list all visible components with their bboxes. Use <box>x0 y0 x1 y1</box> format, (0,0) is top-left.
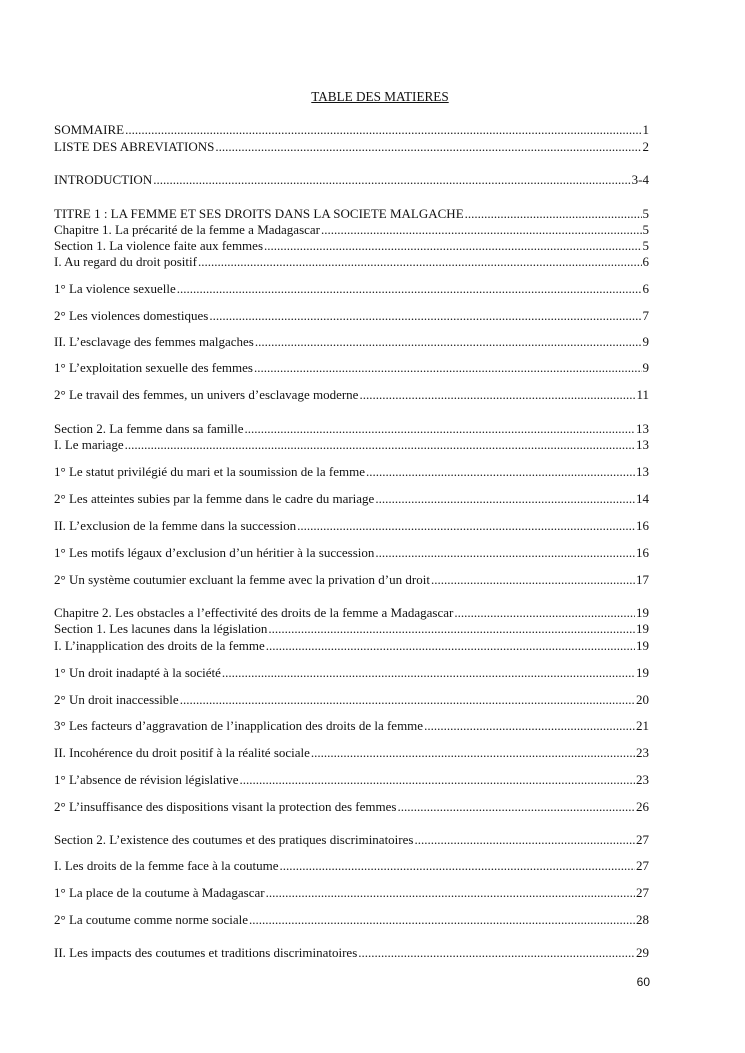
toc-entry-page: 20 <box>636 692 649 707</box>
toc-entry-label: SOMMAIRE <box>54 122 125 137</box>
dot-leader <box>249 912 635 928</box>
toc-entry-page: 14 <box>636 491 649 506</box>
toc-entry-label: Section 2. La femme dans sa famille <box>54 421 244 436</box>
toc-entry-page: 6 <box>642 254 649 269</box>
toc-entry-page: 13 <box>636 437 649 452</box>
toc-entry-label: 2° Un système coutumier excluant la femme avec la privation d’un droit <box>54 572 430 587</box>
toc-entry <box>54 464 649 480</box>
toc-entry-page: 2 <box>642 139 649 154</box>
dot-leader <box>264 238 641 254</box>
toc-entry-page: 13 <box>636 464 649 479</box>
dot-leader <box>311 745 635 761</box>
toc-entry-page: 28 <box>636 912 649 927</box>
dot-leader <box>397 799 635 815</box>
toc-entry <box>54 718 649 734</box>
toc-entry <box>54 605 649 621</box>
dot-leader <box>359 387 635 403</box>
toc-entry <box>54 491 649 507</box>
toc-entry-page: 17 <box>636 572 649 587</box>
toc-entry-label: 2° Les violences domestiques <box>54 308 209 323</box>
toc-entry <box>54 122 649 138</box>
toc-entry <box>54 885 649 901</box>
toc-entry-label: 1° Le statut privilégié du mari et la soumission de la femme <box>54 464 365 479</box>
dot-leader <box>297 518 635 534</box>
toc-entry-label: Section 1. Les lacunes dans la législation <box>54 621 268 636</box>
toc-entry <box>54 254 649 270</box>
toc-entry <box>54 745 649 761</box>
dot-leader <box>431 572 635 588</box>
toc-entry-label: TITRE 1 : LA FEMME ET SES DROITS DANS LA SOCIETE MALGACHE <box>54 206 464 221</box>
toc-entry-label: 2° Le travail des femmes, un univers d’esclavage moderne <box>54 387 359 402</box>
dot-leader <box>375 491 635 507</box>
toc-entry-label: 3° Les facteurs d’aggravation de l’inapplication des droits de la femme <box>54 718 424 733</box>
dot-leader <box>153 172 630 188</box>
toc-entry-page: 23 <box>636 772 649 787</box>
toc-entry-page: 27 <box>636 885 649 900</box>
toc-entry-page: 13 <box>636 421 649 436</box>
toc-entry-page: 7 <box>642 308 649 323</box>
dot-leader <box>465 206 642 222</box>
toc-entry <box>54 360 649 376</box>
toc-entry-label: II. L’esclavage des femmes malgaches <box>54 334 254 349</box>
toc-entry-label: Section 1. La violence faite aux femmes <box>54 238 264 253</box>
toc-entry-label: 1° La place de la coutume à Madagascar <box>54 885 265 900</box>
toc-entry <box>54 518 649 534</box>
toc-entry <box>54 139 649 155</box>
toc-entry <box>54 858 649 874</box>
toc-entry-label: I. L’inapplication des droits de la femme <box>54 638 265 653</box>
toc-entry-label: LISTE DES ABREVIATIONS <box>54 139 215 154</box>
toc-entry <box>54 912 649 928</box>
toc-entry-page: 5 <box>642 222 649 237</box>
dot-leader <box>414 832 635 848</box>
toc-entry-label: 2° L’insuffisance des dispositions visant la protection des femmes <box>54 799 397 814</box>
dot-leader <box>424 718 635 734</box>
toc-entry <box>54 172 649 188</box>
toc-entry-label: I. Les droits de la femme face à la coutume <box>54 858 279 873</box>
toc-entry <box>54 572 649 588</box>
dot-leader <box>180 692 635 708</box>
dot-leader <box>125 437 635 453</box>
toc-entry-label: 2° Les atteintes subies par la femme dans le cadre du mariage <box>54 491 375 506</box>
toc-entry-label: II. L’exclusion de la femme dans la succession <box>54 518 297 533</box>
toc-entry-page: 11 <box>636 387 649 402</box>
toc-entry <box>54 308 649 324</box>
page-number: 60 <box>636 975 650 989</box>
toc-entry-label: Chapitre 2. Les obstacles a l’effectivité des droits de la femme a Madagascar <box>54 605 454 620</box>
toc-entry-label: 1° Les motifs légaux d’exclusion d’un héritier à la succession <box>54 545 375 560</box>
dot-leader <box>358 945 635 961</box>
dot-leader <box>222 665 635 681</box>
toc-entry <box>54 832 649 848</box>
toc-entry <box>54 437 649 453</box>
toc-entry <box>54 421 649 437</box>
toc-entry-label: 2° La coutume comme norme sociale <box>54 912 248 927</box>
toc-entry-page: 1 <box>642 122 649 137</box>
toc-entry-page: 27 <box>636 832 649 847</box>
toc-entry-page: 16 <box>636 518 649 533</box>
toc-entry-page: 19 <box>636 665 649 680</box>
toc-entry <box>54 222 649 238</box>
toc-entry-page: 29 <box>636 945 649 960</box>
toc-entry <box>54 238 649 254</box>
toc-entry <box>54 799 649 815</box>
toc-entry-label: Section 2. L’existence des coutumes et des pratiques discriminatoires <box>54 832 414 847</box>
toc-entry <box>54 387 649 403</box>
toc-entry-page: 21 <box>636 718 649 733</box>
dot-leader <box>209 308 641 324</box>
page-title: TABLE DES MATIERES <box>311 89 449 104</box>
toc-entry-page: 26 <box>636 799 649 814</box>
toc-entry <box>54 334 649 350</box>
toc-entry-label: I. Le mariage <box>54 437 124 452</box>
dot-leader <box>255 334 642 350</box>
toc-entry <box>54 638 649 654</box>
toc-entry-label: I. Au regard du droit positif <box>54 254 197 269</box>
dot-leader <box>198 254 642 270</box>
dot-leader <box>215 139 641 155</box>
toc-entry-label: 1° L’exploitation sexuelle des femmes <box>54 360 253 375</box>
dot-leader <box>321 222 642 238</box>
dot-leader <box>268 621 635 637</box>
dot-leader <box>177 281 642 297</box>
toc-entry-label: II. Les impacts des coutumes et traditions discriminatoires <box>54 945 358 960</box>
toc-entry <box>54 281 649 297</box>
toc-entry <box>54 621 649 637</box>
toc-entry <box>54 545 649 561</box>
toc-entry-page: 16 <box>636 545 649 560</box>
toc-entry-label: 1° La violence sexuelle <box>54 281 176 296</box>
toc-entry-label: INTRODUCTION <box>54 172 153 187</box>
toc-entry <box>54 772 649 788</box>
toc-entry-page: 3-4 <box>631 172 649 187</box>
toc-entry-label: 1° Un droit inadapté à la société <box>54 665 221 680</box>
toc-entry-page: 5 <box>642 206 649 221</box>
toc-entry-page: 19 <box>636 605 649 620</box>
dot-leader <box>240 772 636 788</box>
toc-entry-page: 5 <box>642 238 649 253</box>
toc-entry-page: 23 <box>636 745 649 760</box>
toc-entry-page: 6 <box>642 281 649 296</box>
dot-leader <box>245 421 635 437</box>
toc-entry-page: 19 <box>636 638 649 653</box>
toc-entry-label: II. Incohérence du droit positif à la réalité sociale <box>54 745 310 760</box>
toc-entry-label: 2° Un droit inaccessible <box>54 692 179 707</box>
toc-entry-label: 1° L’absence de révision législative <box>54 772 239 787</box>
dot-leader <box>125 122 641 138</box>
toc-entry <box>54 945 649 961</box>
toc-entry-label: Chapitre 1. La précarité de la femme a Madagascar <box>54 222 320 237</box>
dot-leader <box>266 638 635 654</box>
dot-leader <box>280 858 635 874</box>
dot-leader <box>254 360 642 376</box>
dot-leader <box>375 545 635 561</box>
toc-entry <box>54 665 649 681</box>
toc-entry-page: 19 <box>636 621 649 636</box>
toc-entry-page: 27 <box>636 858 649 873</box>
dot-leader <box>366 464 635 480</box>
toc-entry-page: 9 <box>642 360 649 375</box>
dot-leader <box>266 885 635 901</box>
toc-entry <box>54 206 649 222</box>
toc-entry <box>54 692 649 708</box>
dot-leader <box>454 605 635 621</box>
toc-entry-page: 9 <box>642 334 649 349</box>
